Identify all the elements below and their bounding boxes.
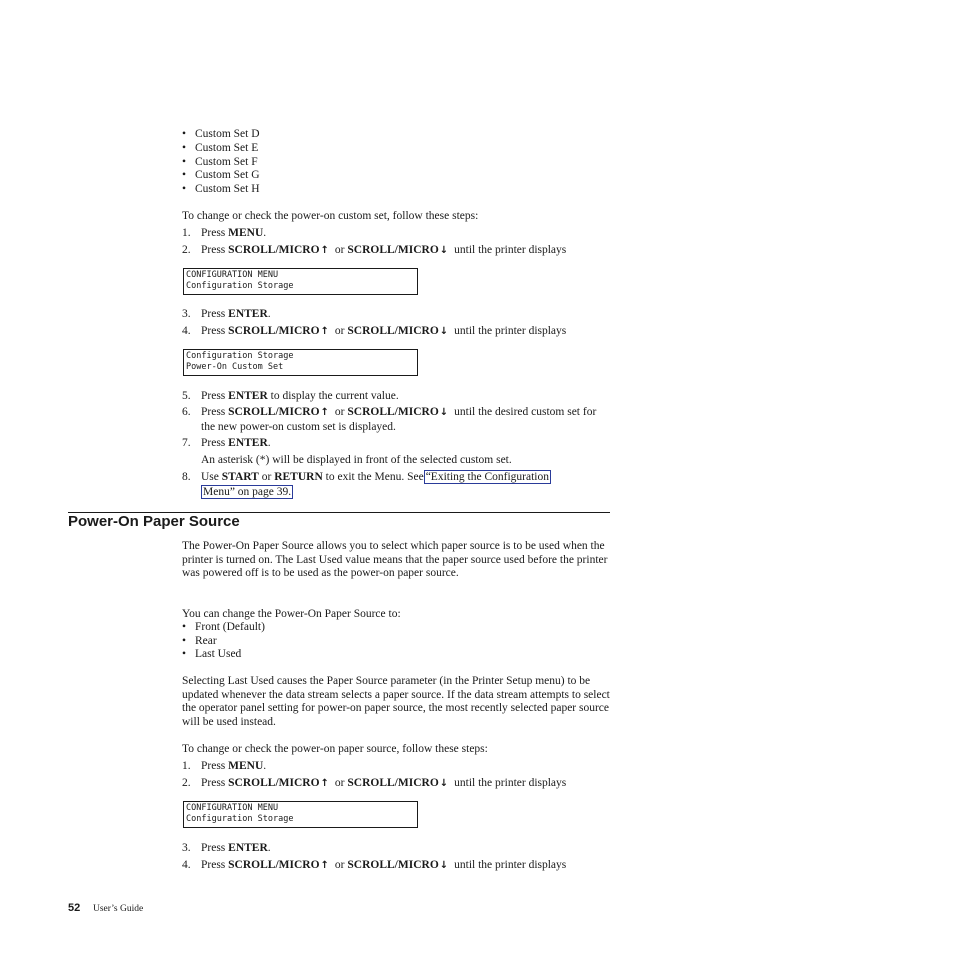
up-arrow-icon: ↑: [320, 860, 329, 871]
down-arrow-icon: ↓: [439, 860, 449, 871]
down-arrow-icon: ↓: [439, 245, 449, 256]
intro-custom-set: To change or check the power-on custom set, follow these steps:: [182, 210, 479, 222]
link-exiting-configuration-menu-page[interactable]: Menu” on page 39.: [203, 486, 292, 498]
up-arrow-icon: ↑: [320, 245, 329, 256]
up-arrow-icon: ↑: [320, 778, 329, 789]
down-arrow-icon: ↓: [439, 778, 449, 789]
footer-title: User’s Guide: [93, 904, 144, 914]
paragraph-last-used: Selecting Last Used causes the Paper Source parameter (in the Printer Setup menu) to be updated whenever the data stream selects a paper source. If the data stream attempts to select the operator panel setting for power-on paper source, the most recently selected paper source will be used instead.: [182, 675, 610, 729]
lcd-display: Configuration Storage Power-On Custom Set: [183, 349, 418, 376]
lcd-display: CONFIGURATION MENU Configuration Storage: [183, 268, 418, 295]
intro-paper-source: To change or check the power-on paper source, follow these steps:: [182, 743, 488, 755]
down-arrow-icon: ↓: [439, 326, 449, 337]
page-number: 52: [68, 902, 81, 914]
down-arrow-icon: ↓: [439, 407, 449, 418]
section-heading: Power-On Paper Source: [68, 513, 240, 530]
link-exiting-configuration-menu[interactable]: “Exiting the Configuration: [425, 471, 549, 483]
up-arrow-icon: ↑: [320, 326, 329, 337]
paragraph-description: The Power-On Paper Source allows you to select which paper source is to be used when the printer is turned on. The Last Used value means that the paper source used before the printer was powered off is to be used as the power-on paper source.: [182, 540, 608, 580]
up-arrow-icon: ↑: [320, 407, 329, 418]
step-6: 6. Press SCROLL/MICRO↑ or SCROLL/MICRO↓ until the desired custom set for the new power-on custom set is displayed.: [182, 406, 597, 433]
step-8: 8. Use START or RETURN to exit the Menu. See “Exiting the Configuration Menu” on page 39.: [182, 471, 549, 498]
asterisk-note: An asterisk (*) will be displayed in front of the selected custom set.: [201, 454, 512, 466]
paragraph-options-intro: You can change the Power-On Paper Source to:: [182, 608, 401, 620]
lcd-display: CONFIGURATION MENU Configuration Storage: [183, 801, 418, 828]
